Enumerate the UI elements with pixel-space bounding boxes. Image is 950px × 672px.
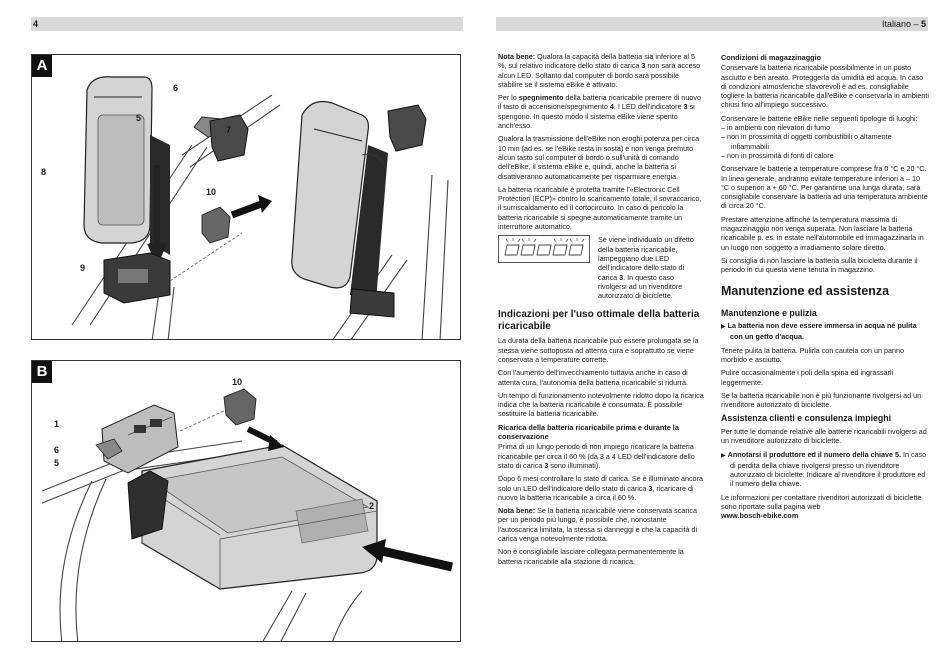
- note-capacity: Nota bene: Qualora la capacità della batteria sia inferiore al 5 %, sul relativo indicatore dello stato di carica 3 non sarà acceso alcun LED. Soltanto dal computer di bordo sarà possibile stabilire se il sistema eBike è attivato.: [498, 52, 701, 89]
- figure-b: [31, 360, 461, 642]
- callout-2: 2: [369, 501, 375, 511]
- callout-9: 9: [80, 263, 86, 273]
- para-dry-place: Conservare la batteria ricaricabile possibilmente in un posto asciutto e ben areato. Proteggerla da umidità ed acqua. In caso di condizioni atmosferiche sfavorevoli è ad es. consigliabile togliere la batteria ricaricabile dall'eBike e conservarla in ambienti chiusi fino all'impiego successivo.: [721, 63, 929, 110]
- figure-a: [31, 54, 461, 340]
- para-lifetime: La durata della batteria ricaricabile può essere prolungata se la stessa viene sottoposta ad attenta cura e soprattutto se viene conservata a temperature corrette.: [498, 336, 699, 364]
- led-fault-block: [498, 235, 704, 303]
- storage-places-list: [721, 123, 929, 160]
- text-column-1: [498, 52, 704, 570]
- para-places: Conservare le batterie eBike nelle seguenti tipologie di luoghi:: [721, 113, 918, 123]
- callout-5: 5: [54, 458, 60, 468]
- callout-8: 8: [41, 167, 47, 177]
- callout-7: 7: [226, 125, 232, 135]
- step-no-water: ▶ La batteria non deve essere immersa in acqua né pulita con un getto d'acqua.: [721, 321, 917, 342]
- left-page-header: [31, 17, 463, 31]
- para-questions: Per tutte le domande relative alle batterie ricaricabili rivolgersi ad un rivenditore autorizzato di biciclette.: [721, 426, 927, 446]
- figure-b-drawing: [32, 361, 461, 642]
- heading-optimal-use: Indicazioni per l'uso ottimale della batteria ricaricabile: [498, 309, 700, 332]
- triangle-bullet-icon: ▶: [721, 324, 726, 331]
- step-key-number: ▶ Annotarsi il produttore ed il numero della chiave 5. In caso di perdita della chiave rivolgersi presso un rivenditore autorizzato di biciclette. Indicare al rivenditore il produttore ed il numero della chiave.: [721, 449, 927, 489]
- callout-6: 6: [54, 445, 60, 455]
- para-contacts: Le informazioni per contattare rivenditori autorizzati di biciclette sono riportate sulla pagina web: [721, 492, 922, 511]
- para-auto-off: Qualora la trasmissione dell'eBike non eroghi potenza per circa 10 min (ad es. se l'eBike resta in sosta) e non venga premuto alcun tasto sul computer di bordo o sull'unità di comando dell'eBike, il sistema eBike e, quindi, anche la batteria si disattiveranno automaticamente per risparmiare energia.: [498, 134, 700, 181]
- para-clean: Tenere pulita la batteria. Pulirla con cautela con un panno morbido e asciutto.: [721, 345, 905, 364]
- para-ageing: Con l'aumento dell'invecchiamento tuttavia anche in caso di attenta cura, l'autonomia della batteria ricaricabile si ridurrà.: [498, 368, 688, 387]
- para-worn-out: Un tempo di funzionamento notevolmente ridotto dopo la ricarica indica che la batteria ricaricabile è consumata. È possibile sostituire la batteria ricaricabile.: [498, 390, 704, 419]
- heading-customer-service: Assistenza clienti e consulenza impieghi: [721, 413, 892, 424]
- right-page-number: 5: [920, 19, 926, 29]
- right-page-header: Italiano – 5: [496, 17, 928, 31]
- page-language: Italiano: [881, 19, 911, 29]
- text-column-2: [721, 52, 929, 525]
- note-discharged: Nota bene: Se la batteria ricaricabile viene conservata scarica per un periodo più lungo, è possibile che, nonostante l'autoscarica limitata, la stessa si danneggi e che la capacità di carica venga notevolmente ridotta.: [498, 506, 698, 543]
- list-item: – in ambienti con rilevatori di fumo: [721, 123, 831, 133]
- figure-a-drawing: [32, 55, 461, 340]
- figure-a-tag: A: [32, 55, 52, 77]
- callout-5: 5: [136, 113, 142, 123]
- left-page-number: 4: [33, 19, 39, 29]
- para-charger: Non è consigliabile lasciare collegata permanentemente la batteria ricaricabile alla stazione di ricarica.: [498, 547, 684, 566]
- para-six-months: Dopo 6 mesi controllare lo stato di carica. Se è illuminato ancora solo un LED dell'indicatore dello stato di carica 3, ricaricare di nuovo la batteria ricaricabile a circa il 60 %.: [498, 474, 703, 502]
- callout-10: 10: [206, 187, 217, 197]
- led-indicator-graphic: [498, 235, 590, 263]
- para-not-working: Se la batteria ricaricabile non è più funzionante rivolgersi ad un rivenditore autorizzato di biciclette.: [721, 390, 922, 410]
- para-poles: Pulire occasionalmente i poli della spina ed ingrassarli leggermente.: [721, 368, 894, 387]
- para-charge-60: Prima di un lungo periodo di non impiego ricaricare la batteria ricaricabile per circa il 60 % (da 3 a 4 LED dell'indicatore dello stato di carica 3 sono illuminati).: [498, 442, 695, 470]
- para-remove-bike: Si consiglia di non lasciare la batteria sulla bicicletta durante il periodo in cui questa viene tenuta in magazzino.: [721, 255, 918, 275]
- heading-maintenance-cleaning: Manutenzione e pulizia: [721, 307, 817, 318]
- para-switch-off: Per lo spegnimento della batteria ricaricabile premere di nuovo il tasto di accensione/spegnimento 4. I LED dell'indicatore 3 si spengono. In questo modo il sistema eBike viene spento anch'esso.: [498, 93, 701, 131]
- figure-b-tag: B: [32, 361, 52, 383]
- website-link[interactable]: www.bosch-ebike.com: [721, 511, 799, 521]
- blinking-led-icon: [499, 236, 591, 264]
- para-temperature: Conservare le batterie a temperature comprese fra 0 °C e 20 °C. In linea generale, andranno evitate temperature inferiori a – 10 °C o superiori a + 60 °C. Per garantirne una lunga durata, sarà consigliabile conservare la batteria ad una temperatura ambiente di circa 20 °C.: [721, 164, 928, 211]
- para-max-temp: Prestare attenzione affinché la temperatura massima di magazzinaggio non venga superata. Non lasciare la batteria ricaricabile p. es. in estate nell'automobile ed immagazzinarla in un luogo non soggetto a irradiamento solare diretto.: [721, 214, 924, 252]
- heading-charge-storage: Ricarica della batteria ricaricabile prima e durante la conservazione: [498, 422, 679, 442]
- para-ecp: La batteria ricaricabile è protetta tramite l'«Electronic Cell Protection (ECP)» contro lo scaricamento totale, il sovraccarico, il surriscaldamento ed il cortocircuito. In caso di pericolo la batteria ricaricabile si spegne automaticamente tramite un interruttore automatico.: [498, 184, 702, 232]
- triangle-bullet-icon: ▶: [721, 452, 726, 459]
- heading-storage-conditions: Condizioni di magazzinaggio: [721, 53, 822, 62]
- callout-1: 1: [54, 419, 60, 429]
- list-item: – non in prossimità di oggetti combustibili o altamente infiammabili: [721, 132, 892, 151]
- led-fault-text: Se viene individuato un difetto della batteria ricaricabile, lampeggiano due LED dell'indicatore dello stato di carica 3. In questo caso rivolgersi ad un rivenditore autorizzato di biciclette.: [598, 235, 694, 301]
- callout-10: 10: [232, 377, 243, 387]
- callout-6: 6: [173, 83, 179, 93]
- list-item: – non in prossimità di fonti di calore: [721, 150, 834, 160]
- heading-maintenance-service: Manutenzione ed assistenza: [721, 283, 890, 298]
